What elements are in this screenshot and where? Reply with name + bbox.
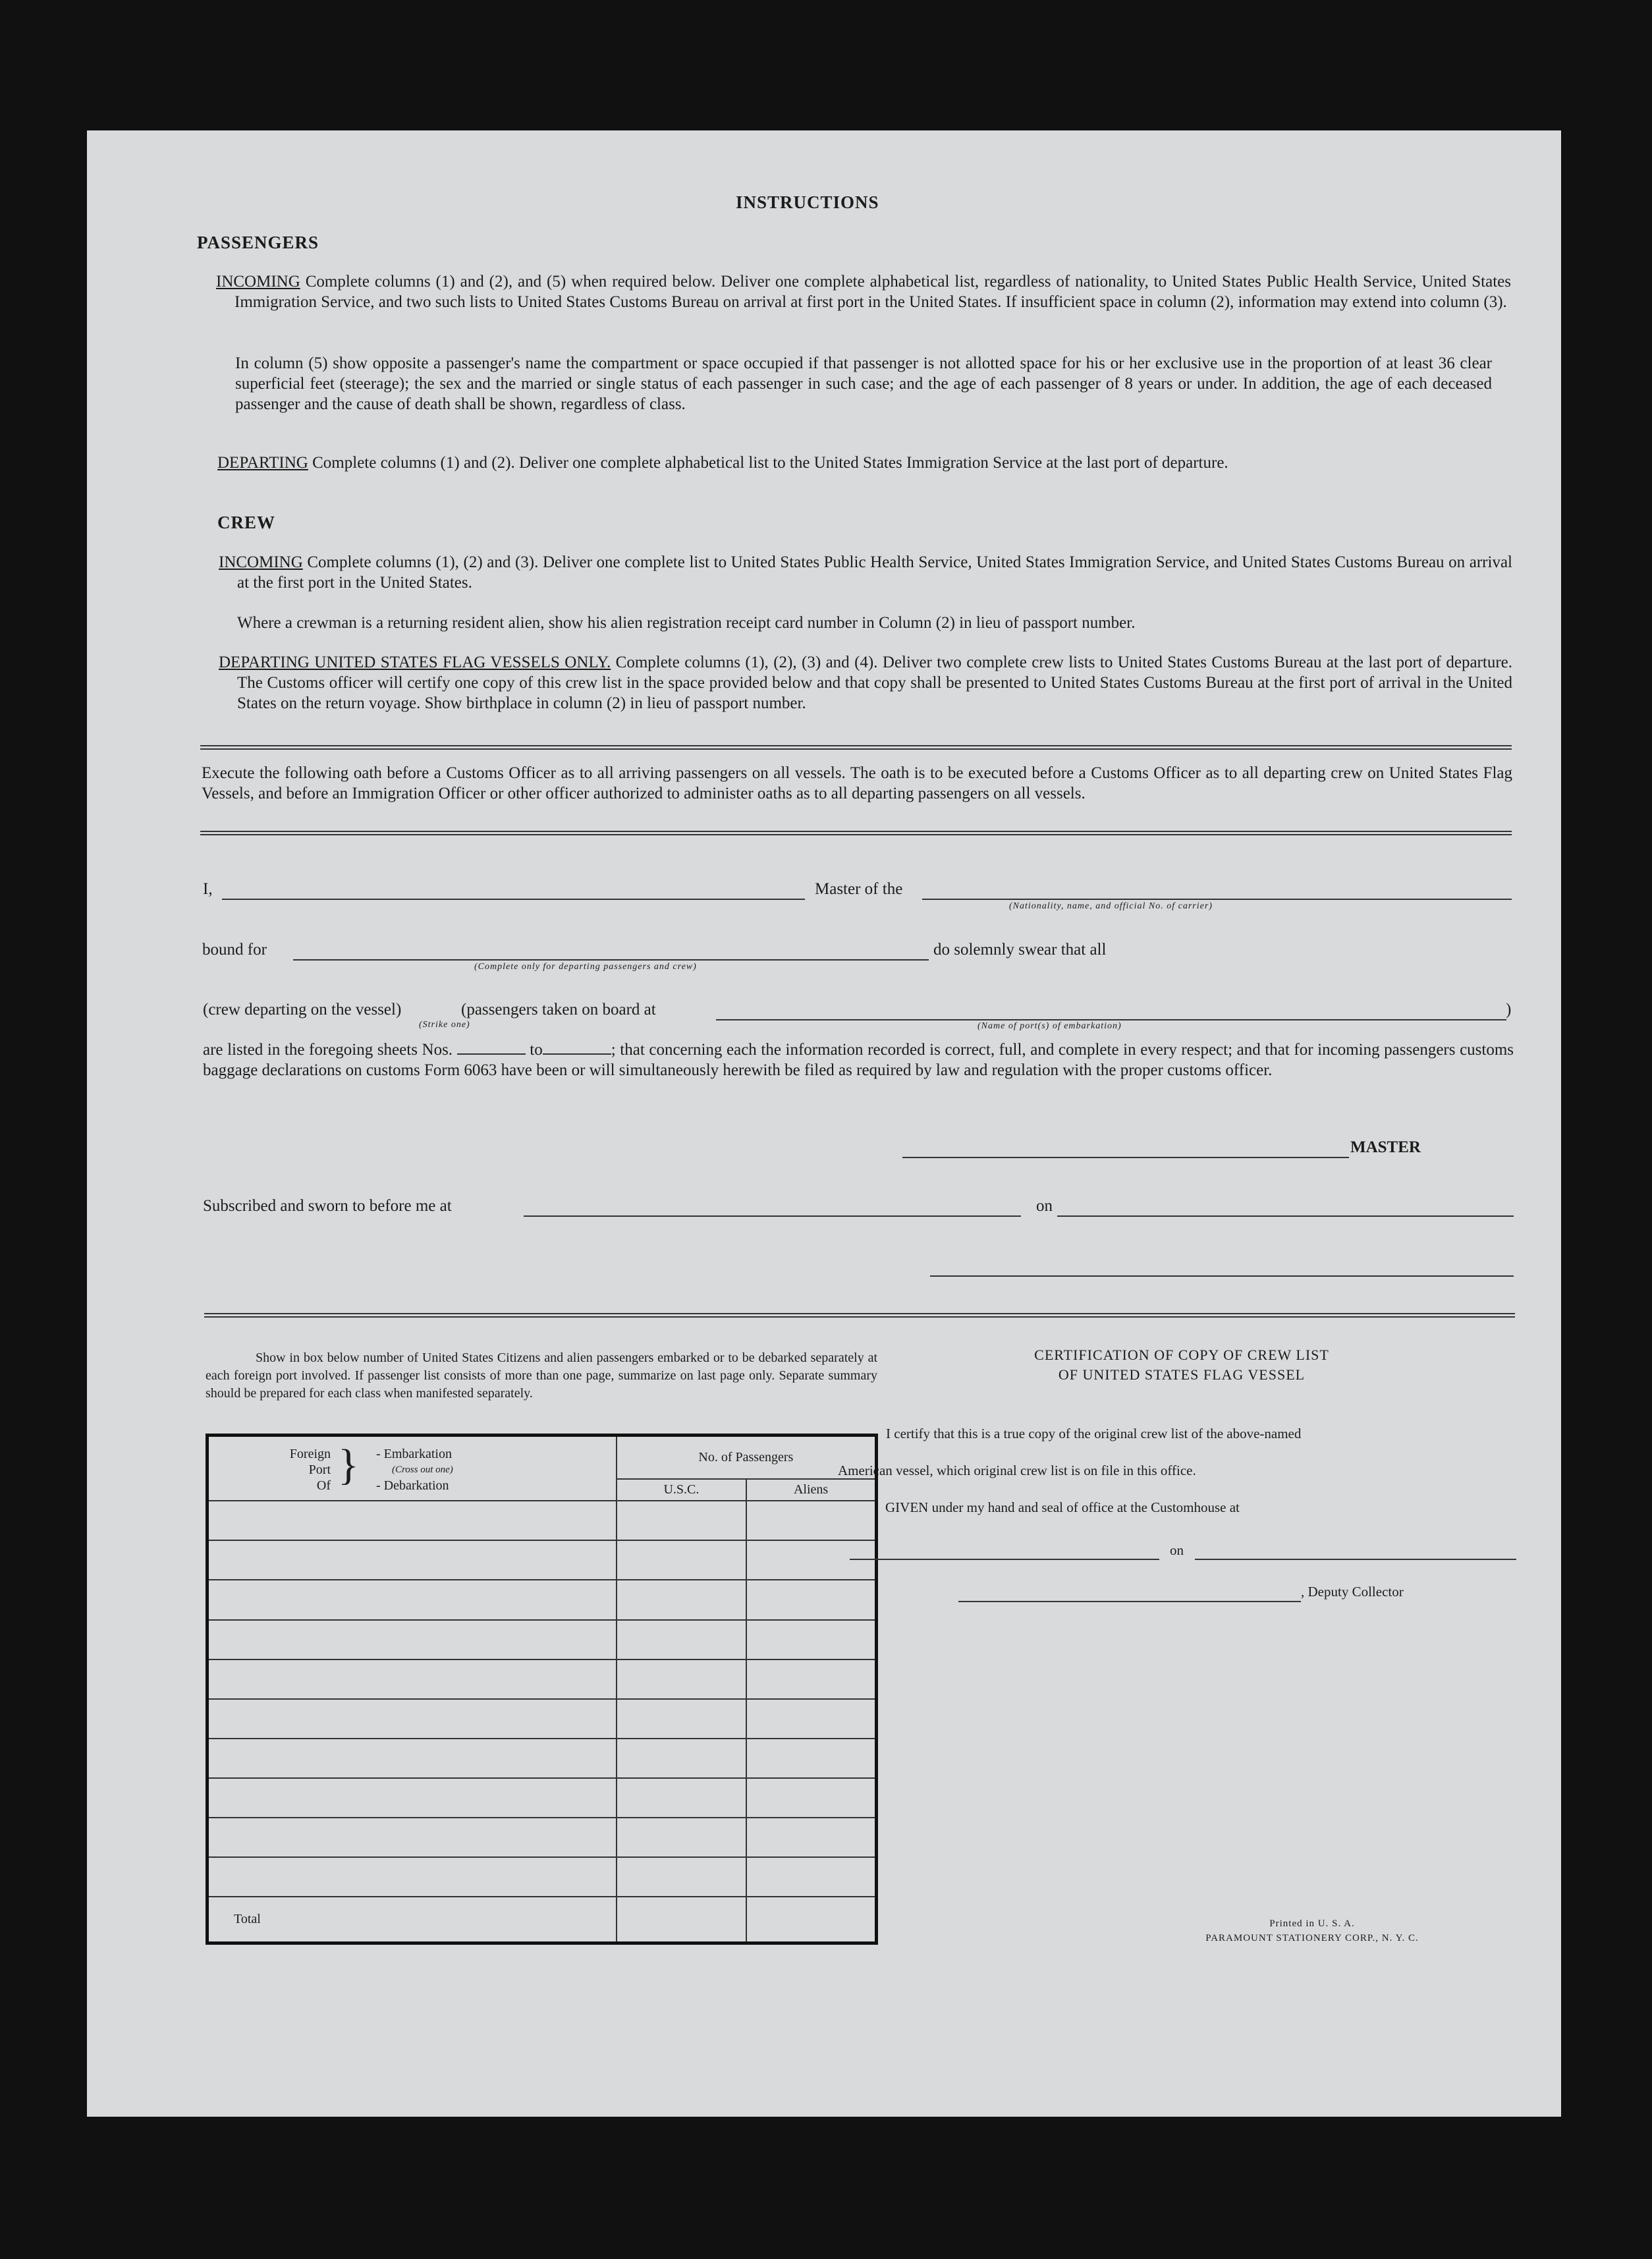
to-label: to [530, 1041, 543, 1059]
sheet-from-field[interactable] [457, 1043, 526, 1055]
usc-cell[interactable] [617, 1540, 746, 1580]
sheet-to-field[interactable] [543, 1043, 611, 1055]
certify-line-2: American vessel, which original crew list is on file in this office. [838, 1463, 1196, 1478]
port-cell[interactable] [207, 1778, 617, 1818]
crew-departing-option: (crew departing on the vessel) [203, 1001, 402, 1018]
given-text: GIVEN under my hand and seal of office at the Customhouse at [885, 1499, 1240, 1515]
of-label: Of [316, 1478, 331, 1493]
aliens-cell[interactable] [746, 1857, 876, 1897]
passengers-departing-text: Complete columns (1) and (2). Deliver one complete alphabetical list to the United States Immigration Service at the last port of departure. [308, 454, 1228, 472]
crew-incoming-text: Complete columns (1), (2) and (3). Deliver one complete list to United States Public Health Service, United States Immigration Service, and United States Customs Bureau on arrival at the first port in the United States. [237, 553, 1512, 592]
certification-heading-2: OF UNITED STATES FLAG VESSEL [1058, 1366, 1306, 1383]
aliens-cell[interactable] [746, 1778, 876, 1818]
aliens-cell[interactable] [746, 1501, 876, 1540]
section-divider [200, 745, 1512, 750]
section-divider [200, 831, 1512, 835]
passengers-incoming-paragraph [216, 271, 1511, 312]
passengers-incoming-text: Complete columns (1) and (2), and (5) when required below. Deliver one complete alphabetical list, regardless of nationality, to United States Public Health Service, United States Immigration Service, and two such lists to United States Customs Bureau on arrival at first port in the United States. If insufficient space in column (2), information may extend into column (3). [234, 273, 1511, 311]
port-cell[interactable] [207, 1659, 617, 1699]
oath-instruction: Execute the following oath before a Customs Officer as to all arriving passengers on all vessels. The oath is to be executed before a Customs Officer as to all departing crew on United States Flag Vessels, and before an Immigration Officer or other officer authorized to administer oaths as to all departing passengers on all vessels. [202, 764, 1512, 802]
crew-departing-lead: DEPARTING UNITED STATES FLAG VESSELS ONLY. [219, 654, 611, 671]
passengers-departing-lead: DEPARTING [217, 454, 308, 472]
passengers-column5-paragraph: In column (5) show opposite a passenger's name the compartment or space occupied if that passenger is not allotted space for his or her exclusive use in the proportion of at least 36 clear superficial feet (steerage); the sex and the married or single status of each passenger in such case; and the age of each passenger of 8 years or under. In addition, the age of each deceased passenger and the cause of death shall be shown, regardless of class. [235, 354, 1492, 413]
usc-cell[interactable] [617, 1501, 746, 1540]
swear-label: do solemnly swear that all [933, 941, 1107, 959]
aliens-cell[interactable] [746, 1818, 876, 1857]
aliens-cell[interactable] [746, 1540, 876, 1580]
sworn-place-field[interactable] [524, 1215, 1021, 1217]
port-cell[interactable] [207, 1699, 617, 1739]
page-title: INSTRUCTIONS [736, 192, 879, 212]
crew-departing-paragraph [219, 652, 1512, 713]
usc-cell[interactable] [617, 1620, 746, 1659]
master-of-label: Master of the [815, 880, 903, 898]
port-cell[interactable] [207, 1620, 617, 1659]
master-label: MASTER [1350, 1138, 1421, 1156]
aliens-cell[interactable] [746, 1659, 876, 1699]
passengers-heading: PASSENGERS [197, 233, 319, 252]
customhouse-field[interactable] [850, 1559, 1159, 1560]
printer-imprint: PARAMOUNT STATIONERY CORP., N. Y. C. [1205, 1933, 1419, 1943]
officer-signature-field[interactable] [930, 1275, 1514, 1277]
brace-glyph: } [338, 1441, 359, 1490]
port-label: Port [308, 1463, 331, 1478]
total-aliens-cell[interactable] [746, 1897, 876, 1943]
crew-resident-paragraph: Where a crewman is a returning resident alien, show his alien registration receipt card number in Column (2) in lieu of passport number. [237, 614, 1136, 632]
section-divider [204, 1313, 1515, 1318]
embarkation-option: - Embarkation [376, 1447, 452, 1462]
passengers-departing-paragraph [217, 453, 1511, 473]
usc-cell[interactable] [617, 1778, 746, 1818]
usc-header: U.S.C. [617, 1479, 746, 1501]
crew-departing-text: Complete columns (1), (2), (3) and (4). Deliver two complete crew lists to United States Customs Bureau at the last port of departure. The Customs officer will certify one copy of this crew list in the space provided below and that copy shall be presented to United States Customs Bureau at the first port of arrival in the United States on the return voyage. Show birthplace in column (2) in lieu of passport number. [237, 654, 1512, 712]
bound-for-field[interactable] [293, 959, 929, 961]
port-cell[interactable] [207, 1580, 617, 1619]
summary-instruction: Show in box below number of United States Citizens and alien passengers embarked or to be debarked separately at each foreign port involved. If passenger list consists of more than one page, summarize on last page only. Separate summary should be prepared for each class when manifested separately. [206, 1351, 877, 1401]
carrier-caption: (Nationality, name, and official No. of carrier) [1009, 901, 1213, 911]
aliens-cell[interactable] [746, 1739, 876, 1778]
foreign-port-header [207, 1436, 617, 1501]
certification-heading-1: CERTIFICATION OF COPY OF CREW LIST [1034, 1347, 1329, 1363]
embarkation-port-field[interactable] [716, 1019, 1506, 1020]
crew-heading: CREW [217, 513, 276, 532]
strike-caption: (Strike one) [419, 1020, 470, 1030]
foreign-label: Foreign [289, 1447, 331, 1462]
passengers-incoming-lead: INCOMING [216, 273, 300, 291]
usc-cell[interactable] [617, 1699, 746, 1739]
usc-cell[interactable] [617, 1818, 746, 1857]
port-cell[interactable] [207, 1818, 617, 1857]
port-cell[interactable] [207, 1857, 617, 1897]
deputy-collector-label: , Deputy Collector [1301, 1584, 1404, 1600]
bound-caption: (Complete only for departing passengers and crew) [474, 962, 697, 972]
carrier-field[interactable] [922, 899, 1512, 900]
cert-on-label: on [1170, 1542, 1184, 1558]
printed-in-usa: Printed in U. S. A. [1269, 1918, 1355, 1929]
aliens-cell[interactable] [746, 1580, 876, 1619]
listed-suffix: ; that concerning each the information recorded is correct, full, and complete in every respect; and that for incoming passengers customs baggage declarations on customs Form 6063 have been or will simultaneously herewith be filed as required by law and regulation with the proper customs officer. [203, 1041, 1514, 1079]
aliens-cell[interactable] [746, 1620, 876, 1659]
master-signature-field[interactable] [902, 1157, 1349, 1158]
bound-for-label: bound for [202, 941, 267, 959]
crew-incoming-lead: INCOMING [219, 553, 303, 571]
total-label: Total [207, 1897, 617, 1943]
aliens-header: Aliens [746, 1479, 876, 1501]
certify-line-1: I certify that this is a true copy of the original crew list of the above-named [886, 1426, 1302, 1441]
cross-out-caption: (Cross out one) [392, 1464, 453, 1476]
sworn-on-label: on [1036, 1197, 1053, 1215]
cert-date-field[interactable] [1195, 1559, 1516, 1560]
master-name-field[interactable] [222, 899, 805, 900]
total-usc-cell[interactable] [617, 1897, 746, 1943]
crew-incoming-paragraph [219, 552, 1512, 593]
passengers-taken-option: (passengers taken on board at [461, 1001, 656, 1018]
usc-cell[interactable] [617, 1857, 746, 1897]
port-cell[interactable] [207, 1501, 617, 1540]
usc-cell[interactable] [617, 1659, 746, 1699]
no-passengers-header: No. of Passengers [617, 1436, 877, 1479]
port-cell[interactable] [207, 1540, 617, 1580]
listed-prefix: are listed in the foregoing sheets Nos. [203, 1041, 453, 1059]
form-page [87, 130, 1561, 2117]
listed-sheets-paragraph [203, 1040, 1514, 1080]
usc-cell[interactable] [617, 1739, 746, 1778]
sworn-date-field[interactable] [1057, 1215, 1514, 1217]
passenger-summary-table [206, 1434, 878, 1945]
subscribed-label: Subscribed and sworn to before me at [203, 1197, 452, 1215]
port-caption: (Name of port(s) of embarkation) [977, 1021, 1122, 1031]
aliens-cell[interactable] [746, 1699, 876, 1739]
usc-cell[interactable] [617, 1580, 746, 1619]
deputy-signature-field[interactable] [958, 1601, 1301, 1602]
debarkation-option: - Debarkation [376, 1478, 449, 1493]
close-paren: ) [1506, 1001, 1512, 1018]
oath-i-label: I, [203, 880, 213, 898]
port-cell[interactable] [207, 1739, 617, 1778]
